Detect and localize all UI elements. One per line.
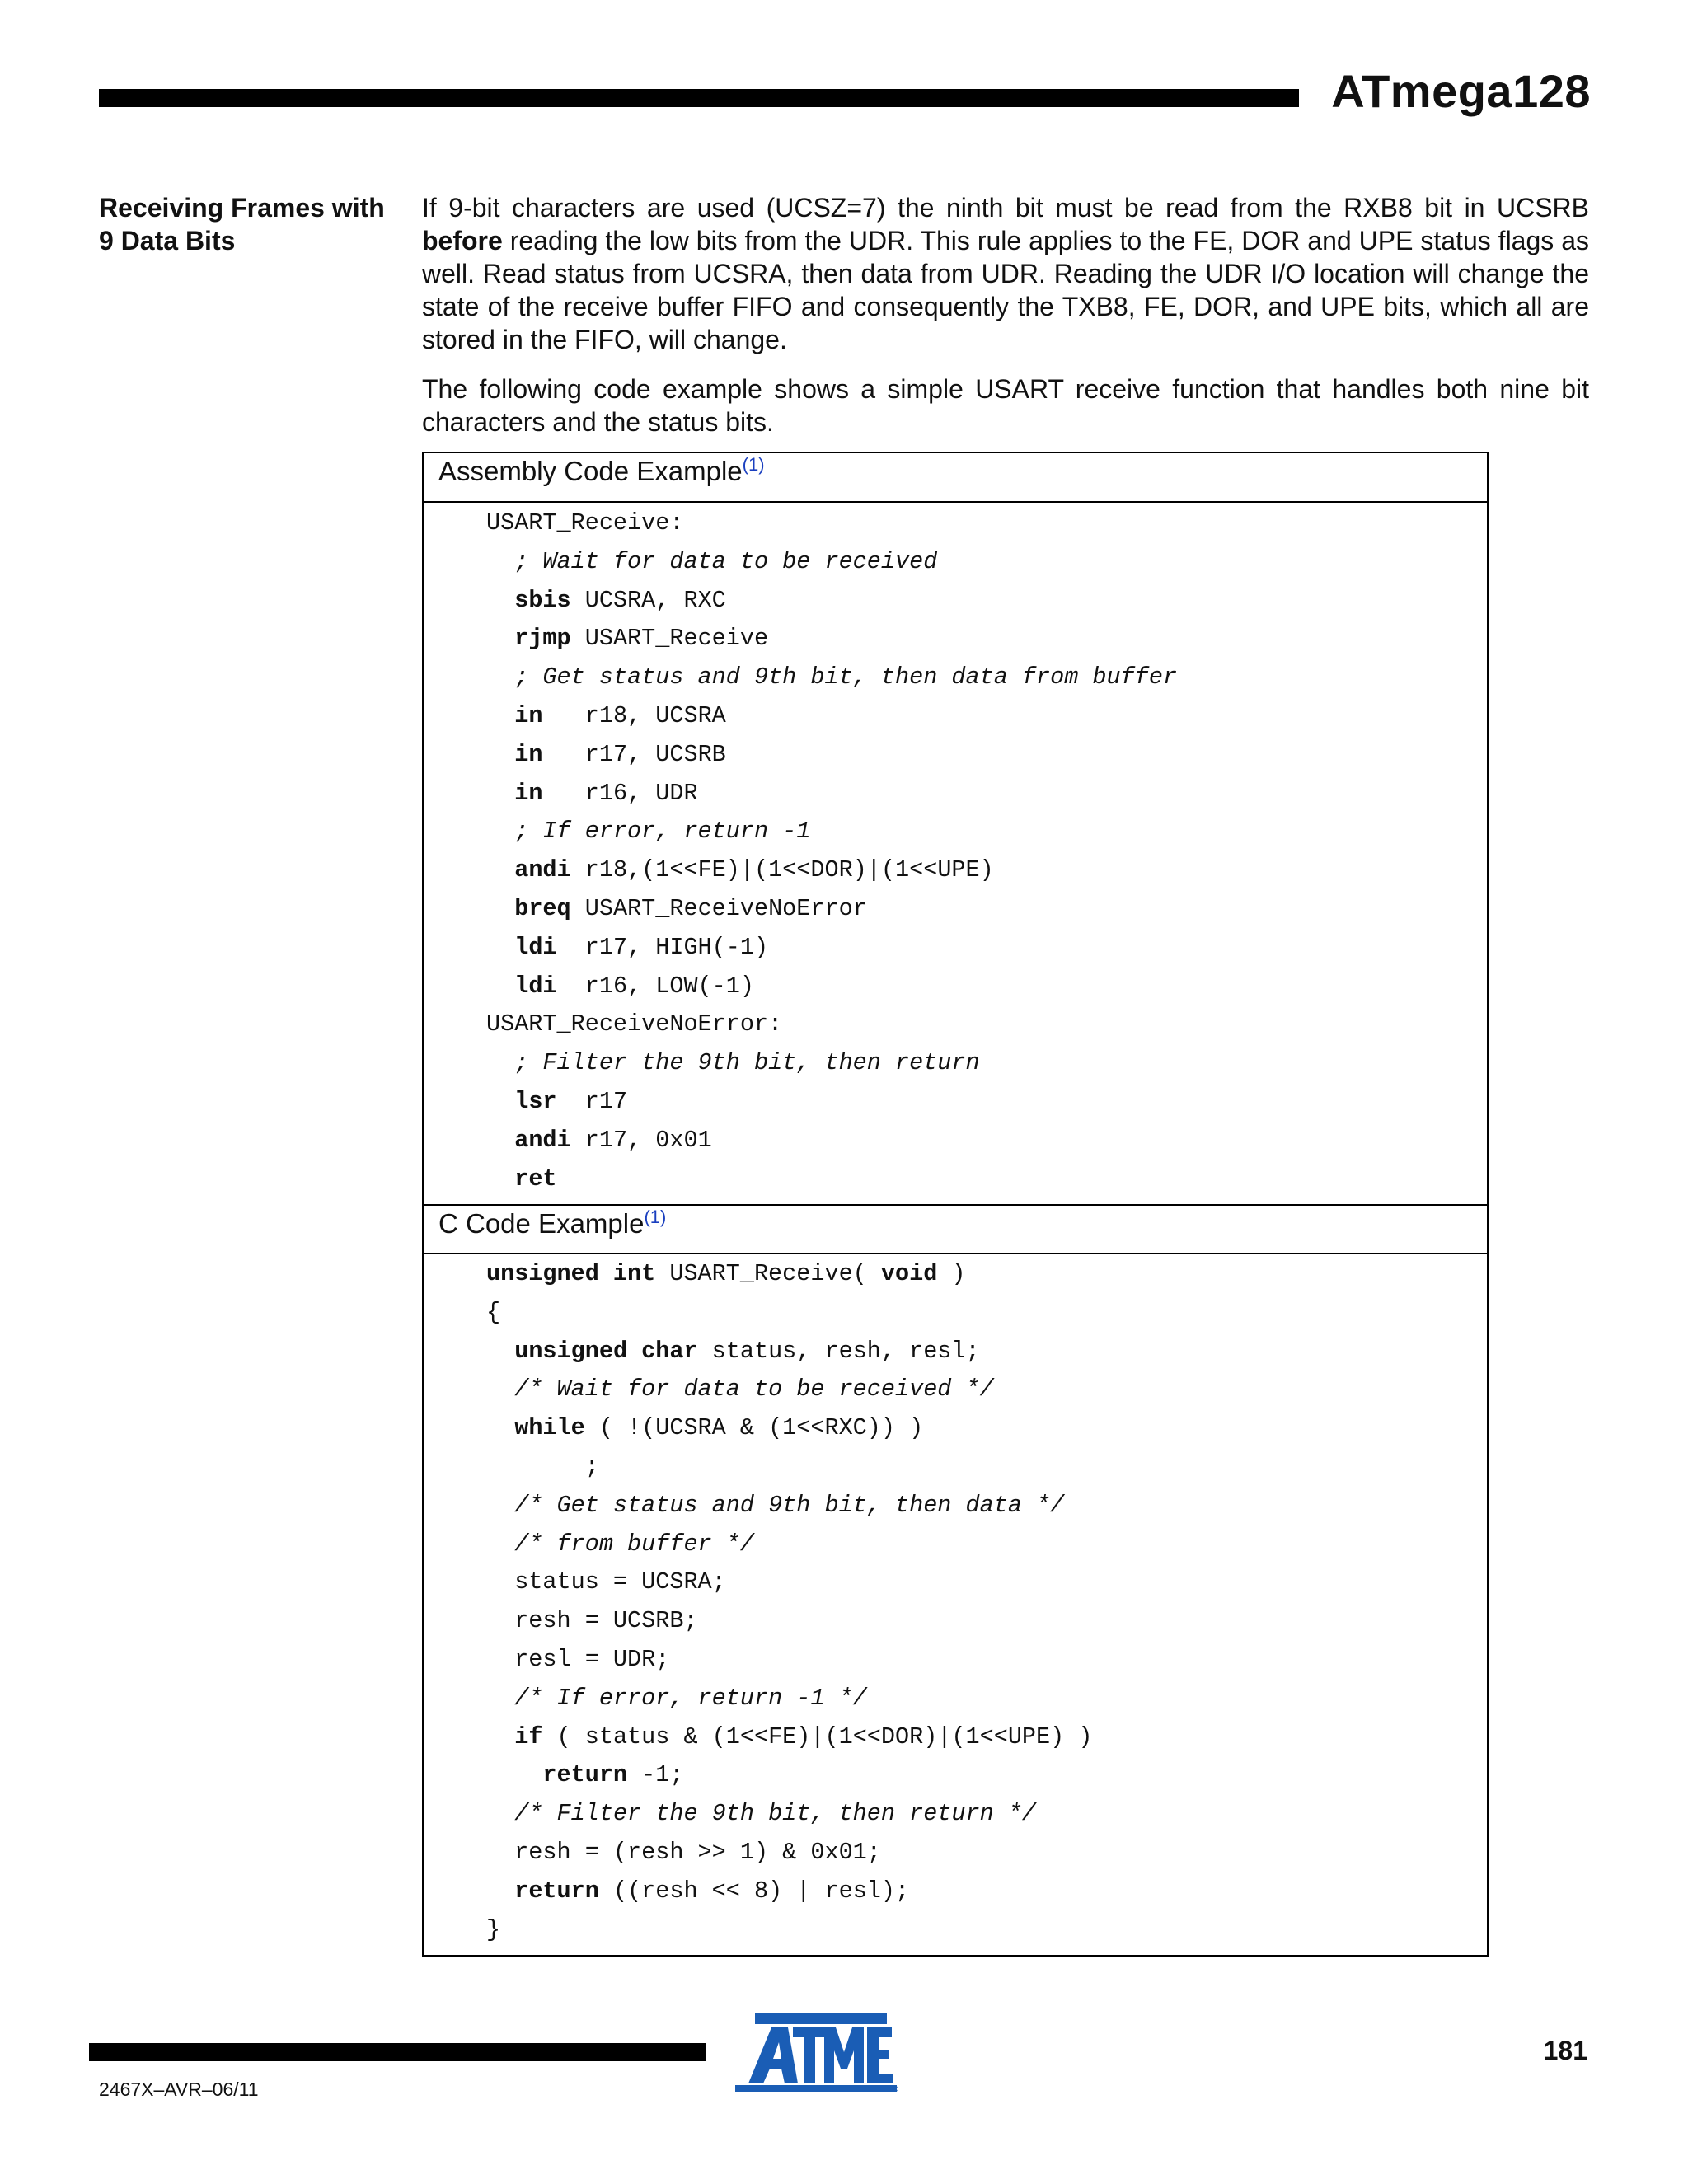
assembly-indent [486,1127,514,1154]
c-code-line [486,1641,1092,1680]
c-code-line [486,1602,1092,1641]
c-code-text: USART_Receive( [655,1260,881,1287]
paragraph-ninth-bit [422,191,1589,356]
section-heading-line1: Receiving Frames with [99,193,385,223]
page-title: ATmega128 [1331,65,1591,117]
assembly-comment: ; Filter the 9th bit, then return [514,1049,980,1077]
assembly-instruction: rjmp [514,625,571,653]
assembly-instruction: ldi [514,972,557,1000]
c-code-text [486,1877,514,1905]
c-keyword: return [542,1761,628,1789]
c-code-line [486,1255,1092,1294]
emphasis-before: before [422,226,503,255]
assembly-instruction: in [514,701,543,729]
c-code-text: status, resh, resl; [697,1337,980,1365]
assembly-indent [486,818,514,845]
assembly-indent [486,587,514,614]
assembly-indent [486,972,514,1000]
c-code-line [486,1487,1092,1526]
assembly-code-line [486,697,1177,736]
assembly-operands: USART_ReceiveNoError [570,894,867,922]
c-code-text [486,1492,514,1519]
assembly-instruction: andi [514,856,571,884]
c-code-text [486,1723,514,1750]
assembly-code-line [486,1083,1177,1122]
assembly-instruction: in [514,779,543,807]
assembly-code-line [486,929,1177,968]
c-example-title [438,1207,666,1240]
c-code-text: resh = UCSRB; [486,1607,698,1635]
assembly-indent [486,702,514,729]
assembly-title-divider [422,501,1489,503]
assembly-instruction: ldi [514,933,557,961]
assembly-code-block [486,504,1177,1198]
assembly-instruction: lsr [514,1087,557,1115]
c-code-line [486,1756,1092,1795]
atmel-logo-graphic [724,2011,899,2094]
c-keyword: unsigned char [514,1337,698,1365]
c-code-line [486,1371,1092,1409]
assembly-instruction: sbis [514,586,571,614]
assembly-comment: ; Get status and 9th bit, then data from buffer [514,663,1178,691]
c-code-text: -1; [627,1761,684,1789]
c-code-text [486,1414,514,1441]
c-code-text [486,1376,514,1403]
assembly-code-line [486,582,1177,621]
footer-rule [89,2043,706,2061]
paragraph-text-start: If 9-bit characters are used (UCSZ=7) the ninth bit must be read from the RXB8 bit in UCSRB [422,193,1589,223]
paragraph-code-intro: The following code example shows a simple USART receive function that handles both nine bit characters and the status bits. [422,374,1589,437]
c-code-line [486,1409,1092,1448]
c-keyword: void [880,1260,938,1287]
c-keyword: unsigned int [486,1260,656,1287]
c-code-text: resl = UDR; [486,1645,670,1673]
footnote-ref-link[interactable]: (1) [644,1207,667,1227]
c-code-text: ) [937,1260,966,1287]
assembly-code-line [486,658,1177,697]
assembly-comment: ; Wait for data to be received [514,547,938,575]
c-code-text: { [486,1298,501,1326]
assembly-indent [486,1088,514,1115]
c-keyword: return [514,1877,599,1905]
assembly-indent [486,934,514,961]
assembly-example-title [438,455,765,488]
c-code-text: resh = (resh >> 1) & 0x01; [486,1838,881,1866]
assembly-operands: r18, UCSRA [542,701,726,729]
assembly-operands: USART_Receive [570,625,769,653]
c-title-divider [422,1253,1489,1254]
c-code-line [486,1333,1092,1371]
assembly-indent [486,548,514,575]
assembly-code-line [486,620,1177,658]
c-code-text [486,1338,514,1365]
c-code-block [486,1255,1092,1949]
c-comment: /* If error, return -1 */ [514,1684,867,1712]
assembly-instruction: ret [514,1165,557,1193]
assembly-indent [486,856,514,883]
c-code-text: ( !(UCSRA & (1<<RXC)) ) [584,1414,924,1442]
assembly-code-line [486,1122,1177,1160]
assembly-instruction: breq [514,894,571,922]
assembly-operands: r16, UDR [542,779,698,807]
c-code-line [486,1911,1092,1950]
c-code-text: } [486,1915,501,1943]
assembly-indent [486,895,514,922]
assembly-instruction: in [514,740,543,768]
c-comment: /* Filter the 9th bit, then return */ [514,1800,1037,1828]
c-code-text: ( status & (1<<FE)|(1<<DOR)|(1<<UPE) ) [542,1722,1093,1750]
registered-mark: ® [891,2085,899,2094]
c-code-text: status = UCSRA; [486,1568,726,1596]
assembly-operands: UCSRA, RXC [570,586,726,614]
assembly-comment: ; If error, return -1 [514,818,811,846]
assembly-operands: USART_ReceiveNoError: [486,1010,783,1038]
c-code-line [486,1680,1092,1718]
assembly-operands: r17 [556,1087,628,1115]
assembly-operands: USART_Receive: [486,509,684,537]
c-code-text: ((resh << 8) | resl); [598,1877,910,1905]
c-comment: /* from buffer */ [514,1530,754,1558]
assembly-indent [486,1049,514,1076]
assembly-code-line [486,851,1177,890]
c-code-line [486,1294,1092,1333]
c-keyword: while [514,1414,585,1442]
c-code-text: ; [486,1452,599,1480]
assembly-code-line [486,1160,1177,1199]
assembly-code-line [486,968,1177,1006]
assembly-code-line [486,775,1177,813]
c-code-text [486,1685,514,1712]
header-rule [99,89,1299,107]
section-heading-line2: 9 Data Bits [99,226,236,255]
c-code-text [486,1800,514,1827]
atmel-logo [724,2011,899,2097]
assembly-operands: r16, LOW(-1) [556,972,754,1000]
assembly-code-line [486,890,1177,929]
c-code-line [486,1718,1092,1757]
assembly-code-line [486,813,1177,851]
c-code-text [486,1761,542,1788]
assembly-instruction: andi [514,1126,571,1154]
c-code-line [486,1526,1092,1564]
c-code-line [486,1448,1092,1487]
c-code-line [486,1795,1092,1834]
c-code-line [486,1872,1092,1911]
assembly-code-line [486,1005,1177,1044]
assembly-operands: r17, UCSRB [542,740,726,768]
assembly-indent [486,1165,514,1193]
assembly-code-line [486,504,1177,543]
c-code-line [486,1563,1092,1602]
assembly-indent [486,625,514,652]
assembly-code-line [486,543,1177,582]
section-heading [99,191,412,257]
c-keyword: if [514,1722,543,1750]
assembly-operands: r17, 0x01 [570,1126,712,1154]
assembly-indent [486,663,514,691]
footnote-ref-link[interactable]: (1) [742,454,765,475]
page-number: 181 [1543,2036,1587,2065]
c-title-text: C Code Example [438,1208,645,1239]
assembly-code-line [486,736,1177,775]
document-id: 2467X–AVR–06/11 [99,2079,259,2100]
assembly-indent [486,741,514,768]
assembly-operands: r18,(1<<FE)|(1<<DOR)|(1<<UPE) [570,856,994,884]
c-comment: /* Get status and 9th bit, then data */ [514,1491,1065,1519]
c-code-text [486,1530,514,1558]
c-code-line [486,1834,1092,1872]
assembly-operands: r17, HIGH(-1) [556,933,769,961]
assembly-title-text: Assembly Code Example [438,456,743,486]
assembly-indent [486,780,514,807]
assembly-code-line [486,1044,1177,1083]
c-section-divider [422,1204,1489,1206]
c-comment: /* Wait for data to be received */ [514,1376,994,1404]
paragraph-text-end: reading the low bits from the UDR. This rule applies to the FE, DOR and UPE status flags as well. Read status from UCSRA, then data from UDR. Reading the UDR I/O location will change the state of the receive buffer FIFO and consequently the TXB8, FE, DOR, and UPE bits, which all are stored in the FIFO, will change. [422,226,1589,354]
